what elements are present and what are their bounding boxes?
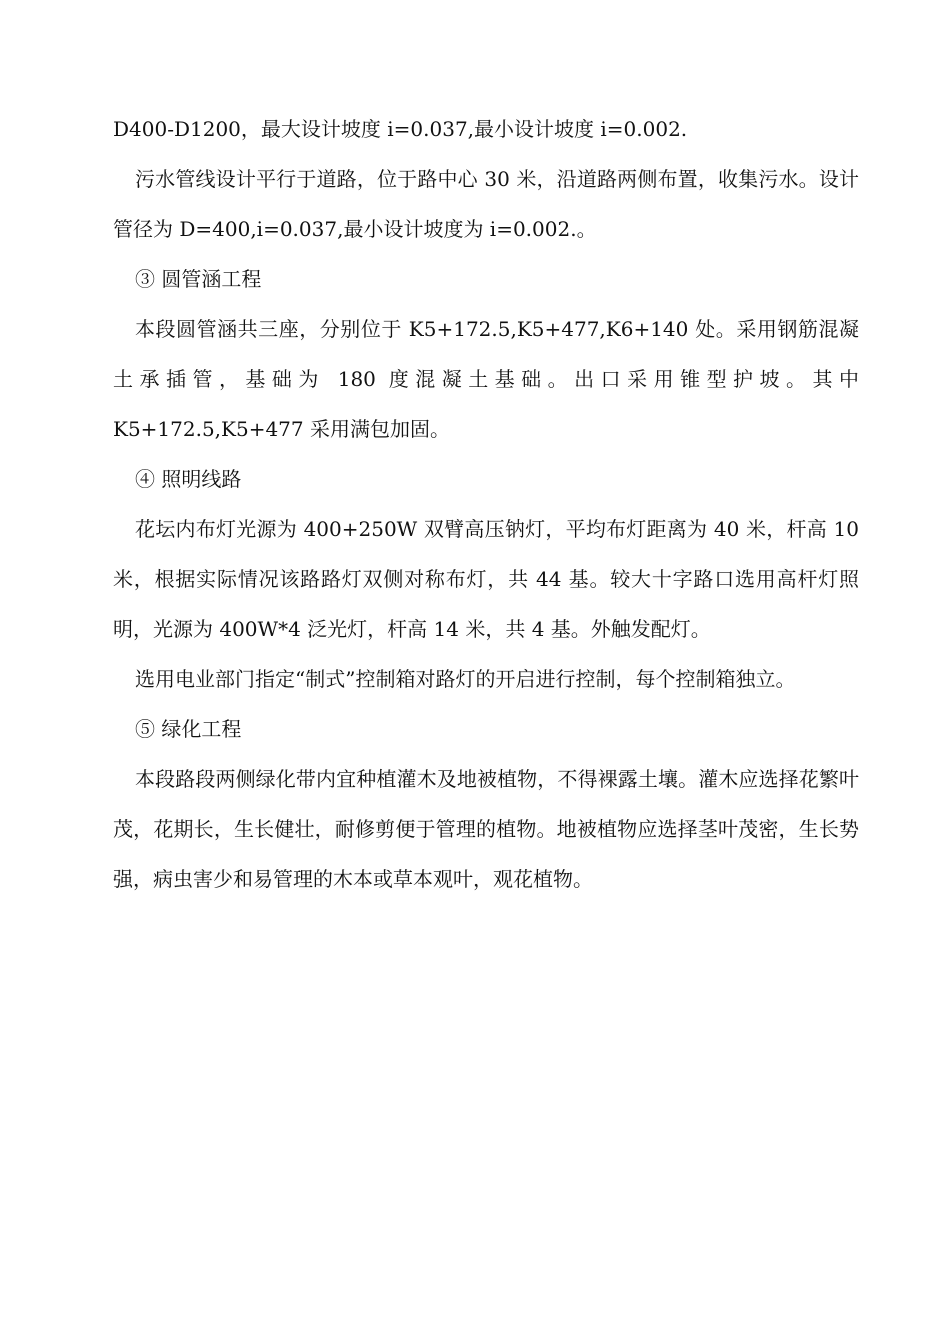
- paragraph-control-box: 选用电业部门指定“制式”控制箱对路灯的开启进行控制，每个控制箱独立。: [135, 667, 796, 691]
- document-body: [113, 104, 859, 904]
- section-heading-lighting: ④ 照明线路: [135, 467, 242, 491]
- paragraph-storm-pipe-continuation: D400-D1200，最大设计坡度 i=0.037,最小设计坡度 i=0.002.: [113, 117, 688, 141]
- section-heading-culvert: ③ 圆管涵工程: [135, 267, 262, 291]
- paragraph-culvert: 本段圆管涵共三座，分别位于 K5+172.5,K5+477,K6+140 处。采用钢筋混凝土承插管，基础为 180 度混凝土基础。出口采用锥型护坡。其中 K5+172.5,K5+477 采用满包加固。: [113, 317, 859, 441]
- paragraph-sewage-pipeline: 污水管线设计平行于道路，位于路中心 30 米，沿道路两侧布置，收集污水。设计管径为 D=400,i=0.037,最小设计坡度为 i=0.002.。: [113, 167, 859, 241]
- paragraph-lighting: 花坛内布灯光源为 400+250W 双臂高压钠灯，平均布灯距离为 40 米，杆高 10 米，根据实际情况该路路灯双侧对称布灯，共 44 基。较大十字路口选用高杆灯照明，光源为 400W*4 泛光灯，杆高 14 米，共 4 基。外触发配灯。: [113, 517, 859, 641]
- paragraph-greening: 本段路段两侧绿化带内宜种植灌木及地被植物，不得裸露土壤。灌木应选择花繁叶茂，花期长，生长健壮，耐修剪便于管理的植物。地被植物应选择茎叶茂密，生长势强，病虫害少和易管理的木本或草本观叶，观花植物。: [113, 767, 859, 891]
- section-heading-greening: ⑤ 绿化工程: [135, 717, 242, 741]
